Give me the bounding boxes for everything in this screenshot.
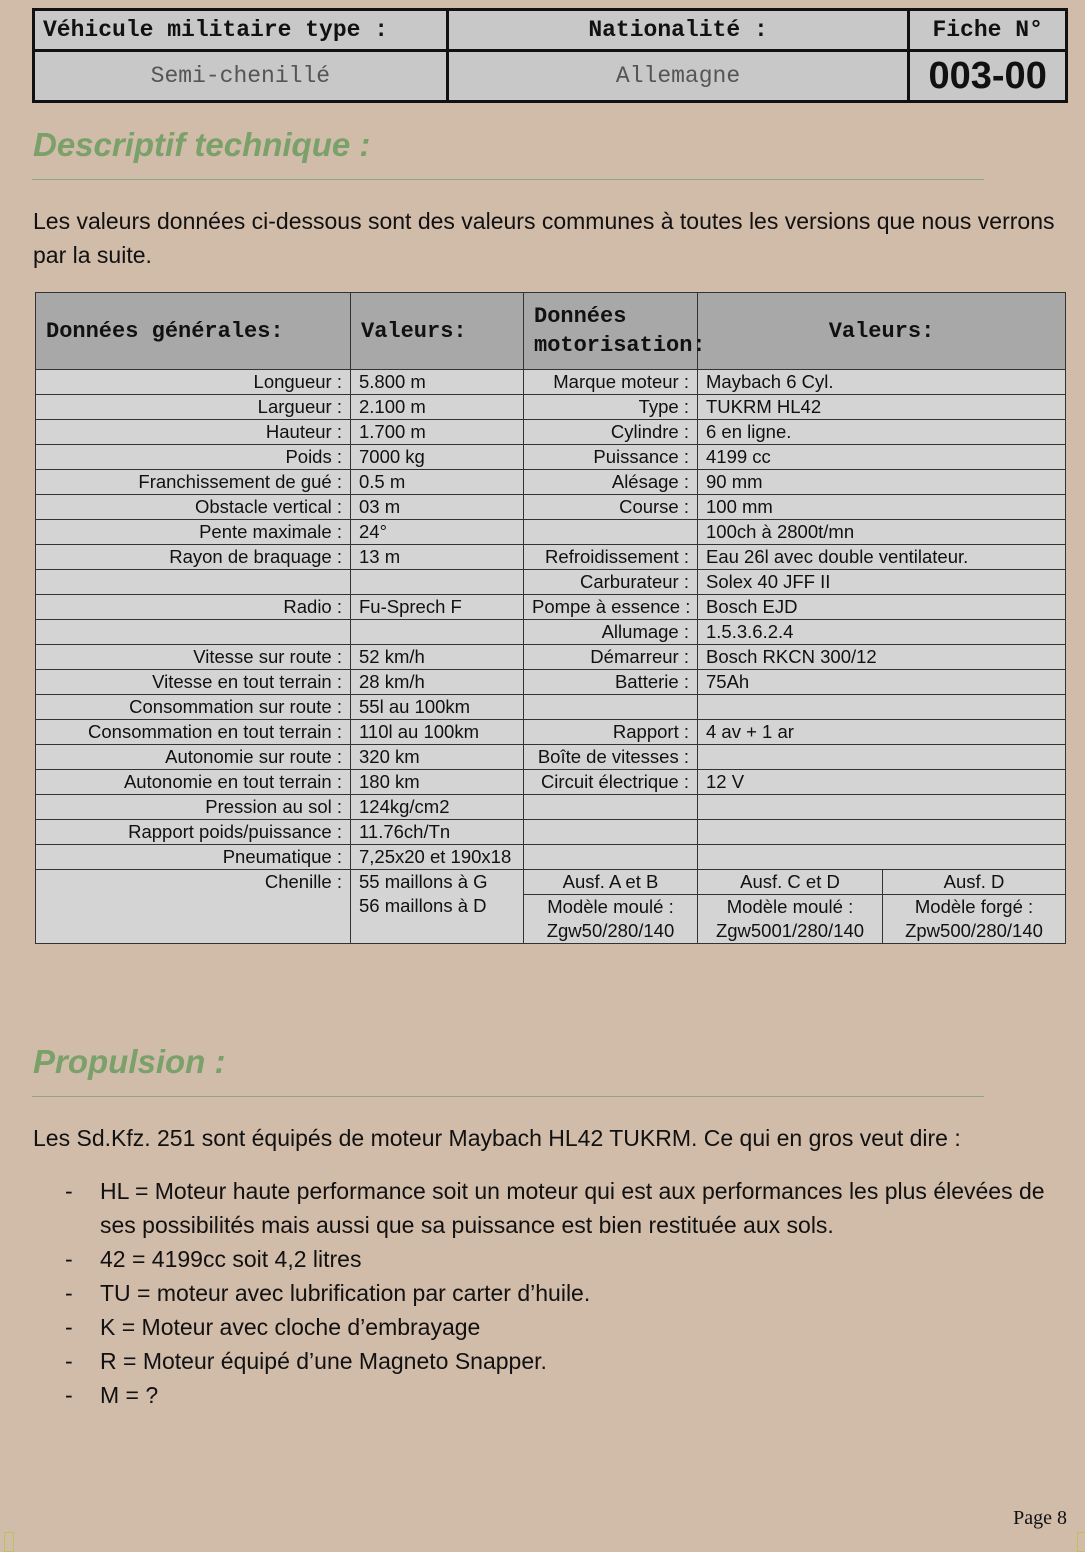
- general-value: 52 km/h: [351, 645, 524, 670]
- motor-value: [698, 820, 1066, 845]
- general-label: Obstacle vertical :: [36, 495, 351, 520]
- ausf-title: Ausf. C et D: [698, 870, 883, 895]
- ausf-model: Modèle moulé :: [698, 895, 883, 920]
- table-row: [36, 420, 1066, 445]
- motor-value: 100ch à 2800t/mn: [698, 520, 1066, 545]
- general-label: [36, 570, 351, 595]
- motor-label: Alésage :: [524, 470, 698, 495]
- general-value: 2.100 m: [351, 395, 524, 420]
- table-row: [36, 645, 1066, 670]
- motor-value: 100 mm: [698, 495, 1066, 520]
- propulsion-intro: Les Sd.Kfz. 251 sont équipés de moteur Maybach HL42 TUKRM. Ce qui en gros veut dire :: [33, 1125, 961, 1151]
- motor-label: Refroidissement :: [524, 545, 698, 570]
- general-value: 7000 kg: [351, 445, 524, 470]
- motor-value: [698, 695, 1066, 720]
- table-row: [36, 470, 1066, 495]
- general-value: 55l au 100km: [351, 695, 524, 720]
- col-header-general: Données générales:: [36, 293, 351, 370]
- general-label: Longueur :: [36, 370, 351, 395]
- chenille-label: Chenille :: [36, 870, 351, 944]
- table-row: [36, 795, 1066, 820]
- motor-value: Solex 40 JFF II: [698, 570, 1066, 595]
- header-table: [32, 8, 1068, 103]
- ausf-ref: Zgw50/280/140: [524, 919, 698, 944]
- general-value: 11.76ch/Tn: [351, 820, 524, 845]
- ausf-title: Ausf. D: [883, 870, 1066, 895]
- general-value: 1.700 m: [351, 420, 524, 445]
- vehicle-type-label: Véhicule militaire type :: [34, 10, 448, 51]
- fiche-number: 003-00: [909, 51, 1067, 102]
- section-divider: [32, 179, 984, 180]
- empty-cell: [524, 845, 698, 870]
- page-number: Page 8: [1013, 1507, 1067, 1529]
- motor-label: Type :: [524, 395, 698, 420]
- general-value: 180 km: [351, 770, 524, 795]
- chenille-value: [351, 870, 524, 944]
- corner-marker: [4, 1532, 14, 1552]
- section-title-propulsion: Propulsion :: [33, 1043, 226, 1080]
- motor-label: [524, 820, 698, 845]
- general-value: Fu-Sprech F: [351, 595, 524, 620]
- table-row: [36, 495, 1066, 520]
- corner-marker: [1077, 1532, 1085, 1552]
- motor-label: Carburateur :: [524, 570, 698, 595]
- motor-value: Eau 26l avec double ventilateur.: [698, 545, 1066, 570]
- general-value: 24°: [351, 520, 524, 545]
- general-label: Hauteur :: [36, 420, 351, 445]
- general-label: Pression au sol :: [36, 795, 351, 820]
- table-row: [36, 670, 1066, 695]
- general-label: Largueur :: [36, 395, 351, 420]
- ausf-model: Modèle forgé :: [883, 895, 1066, 920]
- motor-value: 4 av + 1 ar: [698, 720, 1066, 745]
- ausf-ref: Zgw5001/280/140: [698, 919, 883, 944]
- general-value: [351, 570, 524, 595]
- table-row: [36, 520, 1066, 545]
- table-row: [36, 445, 1066, 470]
- table-row: [36, 745, 1066, 770]
- general-label: Consommation en tout terrain :: [36, 720, 351, 745]
- motor-label: Pompe à essence :: [524, 595, 698, 620]
- nationality-value: Allemagne: [447, 51, 909, 102]
- motor-label: Circuit électrique :: [524, 770, 698, 795]
- specs-table: [35, 292, 1066, 944]
- motor-value: 1.5.3.6.2.4: [698, 620, 1066, 645]
- general-label: Poids :: [36, 445, 351, 470]
- col-header-motor-values: Valeurs:: [698, 293, 1066, 370]
- motor-value: 12 V: [698, 770, 1066, 795]
- fiche-label: Fiche N°: [909, 10, 1067, 51]
- motor-value: 90 mm: [698, 470, 1066, 495]
- section-title-descriptif: Descriptif technique :: [33, 126, 371, 163]
- general-label: Consommation sur route :: [36, 695, 351, 720]
- motor-value: Maybach 6 Cyl.: [698, 370, 1066, 395]
- table-row: [36, 620, 1066, 645]
- general-label: Autonomie en tout terrain :: [36, 770, 351, 795]
- intro-paragraph: Les valeurs données ci-dessous sont des valeurs communes à toutes les versions que nous verrons par la suite.: [33, 208, 1055, 268]
- motor-value: 75Ah: [698, 670, 1066, 695]
- table-row: [36, 595, 1066, 620]
- motor-value: [698, 795, 1066, 820]
- ausf-title: Ausf. A et B: [524, 870, 698, 895]
- col-header-values: Valeurs:: [351, 293, 524, 370]
- empty-cell: [698, 845, 1066, 870]
- general-value: 13 m: [351, 545, 524, 570]
- general-label: Vitesse en tout terrain :: [36, 670, 351, 695]
- table-row: [36, 820, 1066, 845]
- ausf-ref: Zpw500/280/140: [883, 919, 1066, 944]
- general-value: 110l au 100km: [351, 720, 524, 745]
- nationality-label: Nationalité :: [447, 10, 909, 51]
- general-label: Radio :: [36, 595, 351, 620]
- motor-value: TUKRM HL42: [698, 395, 1066, 420]
- pneu-value: 7,25x20 et 190x18: [351, 845, 524, 870]
- motor-label: Rapport :: [524, 720, 698, 745]
- motor-label: [524, 520, 698, 545]
- table-row: [36, 770, 1066, 795]
- motor-label: Démarreur :: [524, 645, 698, 670]
- general-label: Rapport poids/puissance :: [36, 820, 351, 845]
- motor-label: Boîte de vitesses :: [524, 745, 698, 770]
- list-item: - K = Moteur avec cloche d’embrayage: [60, 1310, 1070, 1344]
- general-label: [36, 620, 351, 645]
- motor-label: Course :: [524, 495, 698, 520]
- section-divider: [32, 1096, 984, 1097]
- col-header-motor: Données motorisation:: [524, 293, 698, 370]
- general-value: 28 km/h: [351, 670, 524, 695]
- list-item: - R = Moteur équipé d’une Magneto Snapper.: [60, 1344, 1070, 1378]
- table-row: [36, 570, 1066, 595]
- chenille-right: 56 maillons à D: [359, 895, 487, 916]
- general-label: Rayon de braquage :: [36, 545, 351, 570]
- ausf-model: Modèle moulé :: [524, 895, 698, 920]
- table-row: [36, 695, 1066, 720]
- general-value: 320 km: [351, 745, 524, 770]
- propulsion-list: [60, 1174, 1070, 1412]
- table-row: [36, 720, 1066, 745]
- motor-label: Batterie :: [524, 670, 698, 695]
- chenille-left: 55 maillons à G: [359, 871, 488, 892]
- table-row: [36, 370, 1066, 395]
- motor-value: [698, 745, 1066, 770]
- general-value: 124kg/cm2: [351, 795, 524, 820]
- motor-value: Bosch EJD: [698, 595, 1066, 620]
- pneu-label: Pneumatique :: [36, 845, 351, 870]
- vehicle-type-value: Semi-chenillé: [34, 51, 448, 102]
- general-value: 5.800 m: [351, 370, 524, 395]
- motor-label: [524, 695, 698, 720]
- table-row: [36, 545, 1066, 570]
- motor-value: 6 en ligne.: [698, 420, 1066, 445]
- general-label: Autonomie sur route :: [36, 745, 351, 770]
- motor-label: Marque moteur :: [524, 370, 698, 395]
- general-value: [351, 620, 524, 645]
- general-value: 0.5 m: [351, 470, 524, 495]
- list-item: - HL = Moteur haute performance soit un moteur qui est aux performances les plus élevées de ses possibilités mais aussi que sa puissance est bien restituée aux sols.: [60, 1174, 1070, 1242]
- motor-label: Puissance :: [524, 445, 698, 470]
- list-item: - M = ?: [60, 1378, 1070, 1412]
- motor-label: Allumage :: [524, 620, 698, 645]
- list-item: - 42 = 4199cc soit 4,2 litres: [60, 1242, 1070, 1276]
- general-label: Pente maximale :: [36, 520, 351, 545]
- motor-value: Bosch RKCN 300/12: [698, 645, 1066, 670]
- general-value: 03 m: [351, 495, 524, 520]
- motor-label: Cylindre :: [524, 420, 698, 445]
- motor-label: [524, 795, 698, 820]
- table-row: [36, 395, 1066, 420]
- general-label: Vitesse sur route :: [36, 645, 351, 670]
- list-item: - TU = moteur avec lubrification par carter d’huile.: [60, 1276, 1070, 1310]
- general-label: Franchissement de gué :: [36, 470, 351, 495]
- motor-value: 4199 cc: [698, 445, 1066, 470]
